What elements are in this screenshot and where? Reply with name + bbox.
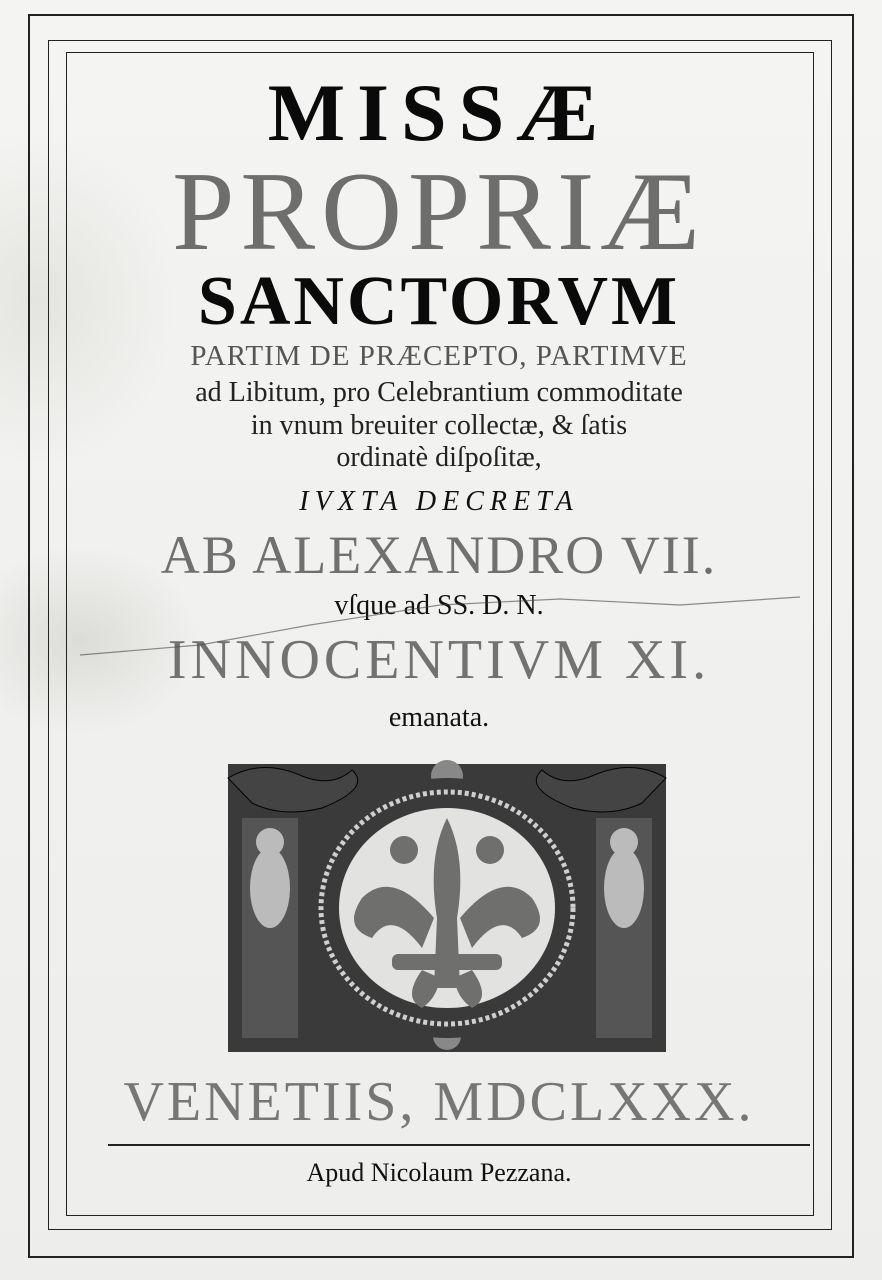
subtitle-ordinate: ordinatè diſpoſitæ, — [336, 442, 542, 473]
emanata: emanata. — [388, 702, 490, 733]
iuxta-decreta: IVXTA DECRETA — [299, 486, 579, 517]
imprint-place-date: VENETIIS, MDCLXXX. — [123, 1071, 755, 1133]
title-sanctorum: SANCTORVM — [197, 263, 681, 340]
vsque-ad: vſque ad SS. D. N. — [334, 590, 544, 621]
subtitle-in-vnum: in vnum breuiter collectæ, & ſatis — [250, 410, 628, 441]
paper-crack — [80, 595, 800, 675]
ab-alexandro: AB ALEXANDRO VII. — [160, 525, 718, 585]
printer-name: Apud Nicolaum Pezzana. — [306, 1158, 572, 1187]
imprint-rule — [108, 1144, 810, 1146]
innocentium: INNOCENTIVM XI. — [167, 629, 711, 691]
fleur-de-lis-printer-device-icon — [222, 758, 672, 1058]
subtitle-ad-libitum: ad Libitum, pro Celebrantium commoditate — [195, 377, 683, 408]
subtitle-partim: PARTIM DE PRÆCEPTO, PARTIMVE — [190, 340, 688, 372]
title-propriae: PROPRIÆ — [172, 150, 706, 274]
title-missae: MISSÆ — [267, 67, 611, 158]
